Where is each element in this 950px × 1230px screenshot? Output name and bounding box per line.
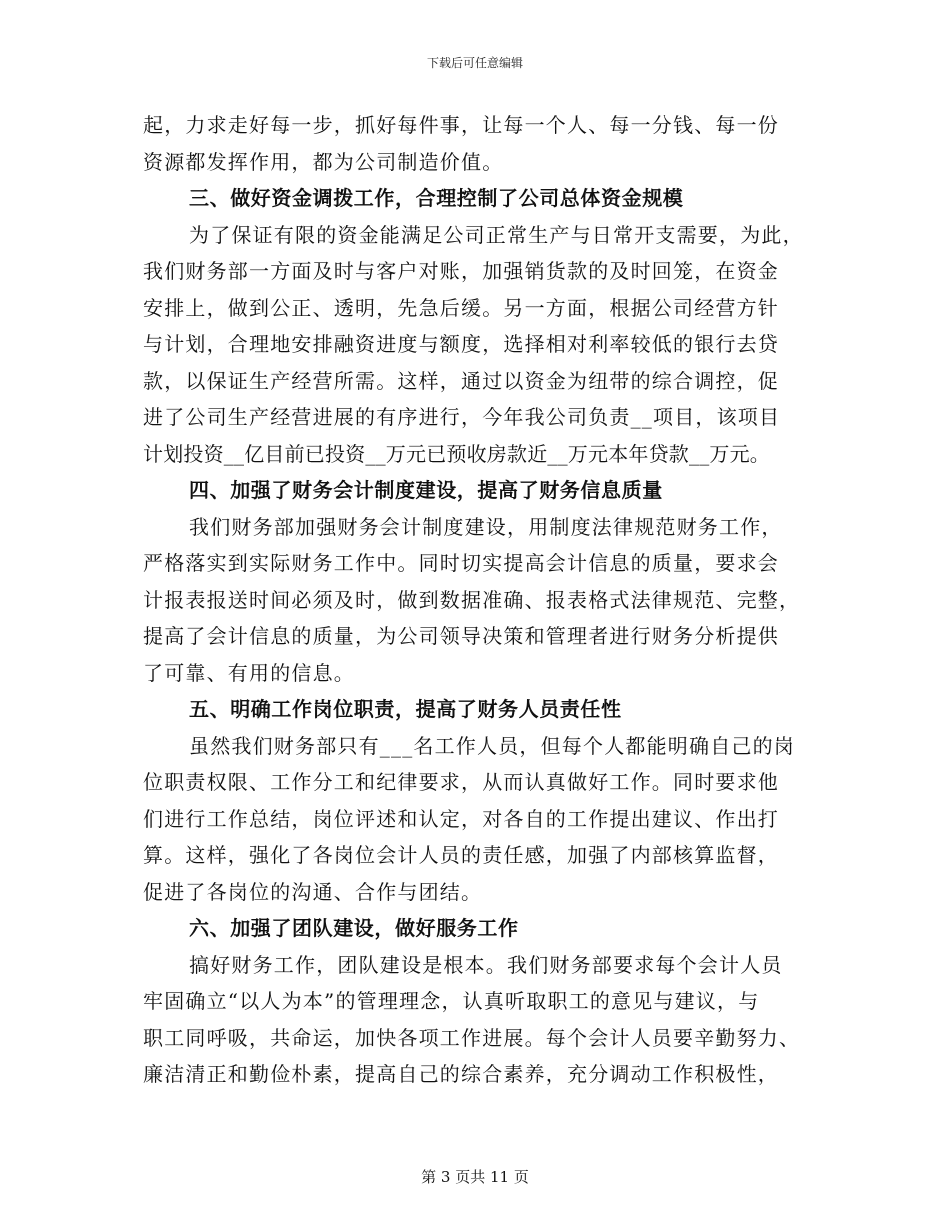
section-heading-4: 四、加强了财务会计制度建设，提高了财务信息质量 (189, 478, 663, 502)
body-line: 提高了会计信息的质量，为公司领导决策和管理者进行财务分析提供 (143, 624, 779, 648)
body-line: 计报表报送时间必须及时，做到数据准确、报表格式法律规范、完整， (143, 587, 801, 612)
body-line: 廉洁清正和勤俭朴素，提高自己的综合素养，充分调动工作积极性， (143, 1062, 779, 1086)
paragraph-first-line: 我们财务部加强财务会计制度建设，用制度法律规范财务工作， (189, 514, 783, 539)
body-line: 了可靠、有用的信息。 (143, 660, 355, 685)
body-line: 促进了各岗位的沟通、合作与团结。 (143, 879, 483, 904)
page-footer: 第 3 页共 11 页 (421, 1168, 529, 1186)
body-line: 进了公司生产经营进展的有序进行，今年我公司负责__项目，该项目 (143, 405, 781, 429)
paragraph-first-line: 虽然我们财务部只有___名工作人员，但每个人都能明确自己的岗 (189, 733, 795, 758)
body-line: 我们财务部一方面及时与客户对账，加强销货款的及时回笼，在资金 (143, 259, 779, 283)
document-body (143, 107, 813, 1093)
section-heading-6: 六、加强了团队建设，做好服务工作 (189, 916, 519, 940)
body-line: 起，力求走好每一步，抓好每件事，让每一个人、每一分钱、每一份 (143, 113, 779, 137)
section-heading-3: 三、做好资金调拨工作，合理控制了公司总体资金规模 (189, 186, 684, 210)
paragraph-first-line: 搞好财务工作，团队建设是根本。我们财务部要求每个会计人员 (189, 952, 783, 977)
body-line: 严格落实到实际财务工作中。同时切实提高会计信息的质量，要求会 (143, 551, 779, 575)
body-line: 职工同呼吸，共命运，加快各项工作进展。每个会计人员要辛勤努力、 (143, 1025, 801, 1050)
paragraph-first-line: 为了保证有限的资金能满足公司正常生产与日常开支需要，为此， (189, 222, 804, 247)
body-line: 款，以保证生产经营所需。这样，通过以资金为纽带的综合调控，促 (143, 368, 779, 393)
body-line: 位职责权限、工作分工和纪律要求，从而认真做好工作。同时要求他 (143, 770, 779, 794)
body-line: 牢固确立“以人为本”的管理理念，认真听取职工的意见与建议，与 (143, 989, 760, 1013)
body-line: 计划投资__亿目前已投资__万元已预收房款近__万元本年贷款__万元。 (143, 441, 770, 466)
section-heading-5: 五、明确工作岗位职责，提高了财务人员责任性 (189, 697, 622, 721)
body-line: 算。这样，强化了各岗位会计人员的责任感，加强了内部核算监督， (143, 843, 779, 867)
body-line: 们进行工作总结，岗位评述和认定，对各自的工作提出建议、作出打 (143, 806, 779, 831)
body-line: 资源都发挥作用，都为公司制造价值。 (143, 149, 504, 174)
body-line: 与计划，合理地安排融资进度与额度，选择相对利率较低的银行去贷 (143, 332, 779, 356)
body-line: 安排上，做到公正、透明，先急后缓。另一方面，根据公司经营方针 (143, 295, 779, 320)
page-header: 下载后可任意编辑 (426, 56, 523, 70)
